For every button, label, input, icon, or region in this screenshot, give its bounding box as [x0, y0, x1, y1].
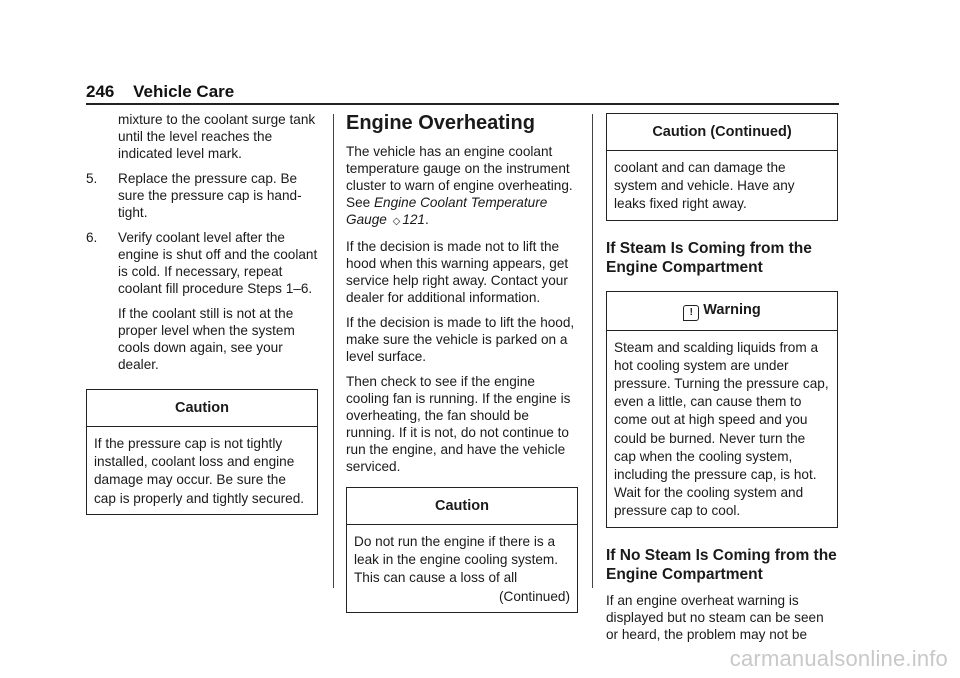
page-ref: 121	[402, 212, 425, 227]
step-number: 5.	[86, 171, 98, 186]
warning-box	[606, 291, 838, 528]
paragraph: The vehicle has an engine coolant temperature gauge on the instrument cluster to warn of engine overheating. See Engine Coolant Temperature Gauge ◇ 121.	[346, 144, 573, 227]
intro-text: mixture to the coolant surge tank until the level reaches the indicated level mark.	[118, 112, 316, 161]
caution-body: If the pressure cap is not tightly installed, coolant loss and engine damage may occur. Be sure the cap is properly and tightly secured.	[94, 436, 305, 506]
section-heading: Engine Overheating	[346, 112, 535, 134]
page-header	[86, 82, 234, 102]
paragraph: If the decision is made not to lift the hood when this warning appears, get service help right away. Contact your dealer for additional information.	[346, 239, 569, 305]
step-text: Verify coolant level after the engine is shut off and the coolant is cold. If necessary, repeat coolant fill procedure Steps 1–6.	[118, 230, 318, 296]
step-text: Replace the pressure cap. Be sure the pressure cap is hand-tight.	[118, 171, 302, 220]
warning-icon: !	[683, 305, 699, 321]
warning-title: Warning	[703, 301, 761, 318]
column-2	[346, 111, 578, 613]
caution-title: Caution	[87, 390, 317, 427]
followup-text: If the coolant still is not at the proper level when the system cools down again, see your dealer.	[118, 306, 295, 372]
caution-continued-box	[606, 113, 838, 221]
caution-box	[86, 389, 318, 515]
no-steam-heading: If No Steam Is Coming from the Engine Compartment	[606, 546, 837, 583]
warning-body: Steam and scalding liquids from a hot cooling system are under pressure. Turning the pressure cap, even a little, can cause them to come out at high speed and you could be burned. Never turn the cap when the cooling system, including the pressure cap, is hot. Wait for the cooling system and pressure cap to cool.	[614, 339, 829, 519]
step-number: 6.	[86, 230, 98, 245]
paragraph: If an engine overheat warning is displayed but no steam can be seen or heard, the problem may not be	[606, 592, 824, 642]
column-1	[86, 111, 318, 515]
caution-body: Do not run the engine if there is a leak in the engine cooling system. This can cause a loss of all	[354, 534, 559, 586]
page-number: 246	[86, 82, 115, 101]
page-ref-icon: ◇	[392, 216, 401, 227]
section-title: Vehicle Care	[133, 82, 235, 101]
column-divider-2	[592, 114, 593, 588]
continued-label: (Continued)	[498, 588, 570, 604]
paragraph: If the decision is made to lift the hood, make sure the vehicle is parked on a level surface.	[346, 315, 575, 364]
step-6	[86, 229, 318, 297]
caution-title: Caution (Continued)	[607, 114, 837, 151]
steam-heading: If Steam Is Coming from the Engine Compartment	[606, 239, 812, 276]
step-5	[86, 170, 318, 221]
column-divider-1	[333, 114, 334, 588]
watermark: carmanualsonline.info	[729, 646, 948, 671]
paragraph: Then check to see if the engine cooling fan is running. If the engine is overheating, the fan should be running. If it is not, do not continue to run the engine, and have the vehicle serviced.	[346, 374, 571, 474]
caution-body: coolant and can damage the system and vehicle. Have any leaks fixed right away.	[614, 160, 795, 212]
caution-box	[346, 487, 578, 613]
cross-reference: Engine Coolant Temperature Gauge	[346, 195, 548, 227]
column-3	[606, 113, 838, 651]
header-rule	[86, 103, 839, 105]
caution-title: Caution	[347, 488, 577, 525]
